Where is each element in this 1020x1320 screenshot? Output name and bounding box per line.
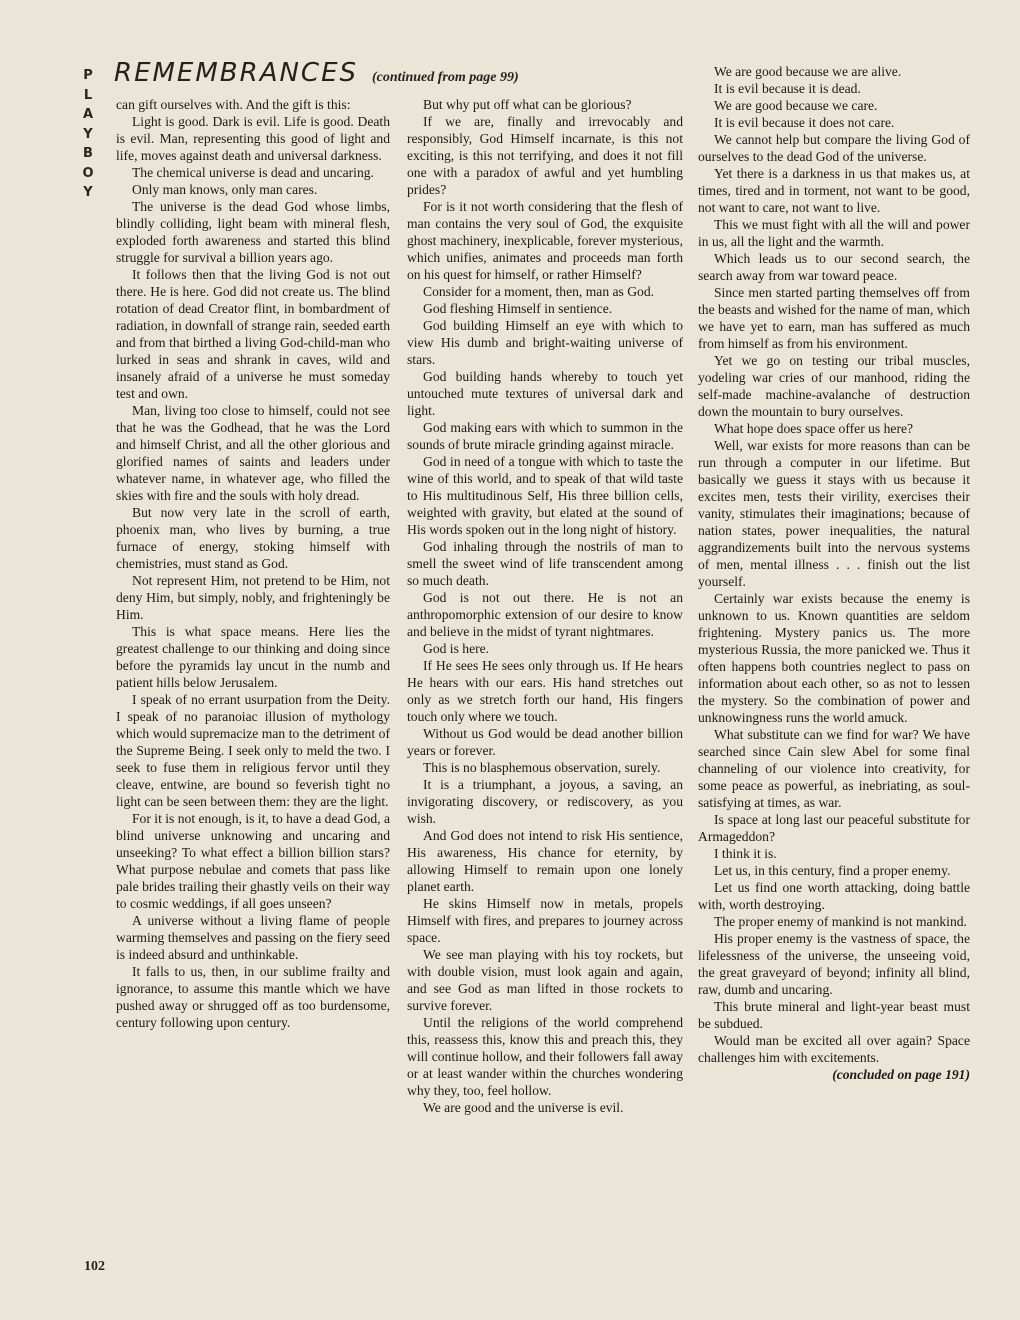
paragraph: I speak of no errant usurpation from the Deity. I speak of no paranoiac illusion of mythology which would supremacize man to the detriment of the Supreme Being. I seek only to meld the two. I seek to fuse them in religious fervor until they cleave, entwine, are bound so feverish tight no light can be seen between them: they are the light. — [116, 692, 390, 809]
spine-letter: Y — [83, 185, 93, 200]
paragraph: It falls to us, then, in our sublime frailty and ignorance, to assume this mantle which we have pushed away or shrugged off as too burdensome, century following upon century. — [116, 964, 390, 1030]
spine-magazine-name — [80, 66, 96, 203]
paragraph: God building hands whereby to touch yet untouched mute textures of universal dark and light. — [407, 369, 683, 418]
paragraph: Well, war exists for more reasons than can be run through a computer in our lifetime. But basically we guess it stays with us because it excites men, tests their virility, exercises their vanity, stimulates their imaginations; because of nation states, power inequalities, the natural aggrandizements built into the nervous systems of men, mental illness . . . finish out the list yourself. — [698, 438, 970, 589]
paragraph: Is space at long last our peaceful substitute for Armageddon? — [698, 812, 970, 844]
paragraph: If we are, finally and irrevocably and responsibly, God Himself incarnate, is this not exciting, is this not terrifying, and does it not fill one with a paradox of awful and yet humbling prides? — [407, 114, 683, 197]
paragraph: God is here. — [423, 641, 490, 656]
paragraph: Consider for a moment, then, man as God. — [423, 284, 655, 299]
paragraph: The proper enemy of mankind is not mankind. — [714, 914, 967, 929]
paragraph: He skins Himself now in metals, propels Himself with fires, and prepares to journey across space. — [407, 896, 683, 945]
spine-letter: L — [83, 87, 93, 103]
paragraph: It is evil because it is dead. — [714, 81, 861, 96]
paragraph: can gift ourselves with. And the gift is this: — [116, 97, 351, 112]
paragraph: This is what space means. Here lies the greatest challenge to our thinking and doing since before the pyramids lay uncut in the numb and patient hills below Jerusalem. — [116, 624, 390, 690]
spine-letter: Y — [83, 126, 93, 142]
text-column-3 — [698, 63, 970, 1083]
paragraph: Would man be excited all over again? Space challenges him with excitements. — [698, 1033, 970, 1065]
paragraph: Certainly war exists because the enemy is unknown to us. Known quantities are seldom frightening. Mystery panics us. The more mysterious Russia, the more panicked we. Thus it often happens both countries neglect to pass on information about each other, so as not to lessen the mystery. So the combination of power and unknowingness runs the world amuck. — [698, 591, 970, 725]
paragraph: God is not out there. He is not an anthropomorphic extension of our desire to know and believe in the midst of tyrant nightmares. — [407, 590, 683, 639]
paragraph: We are good and the universe is evil. — [423, 1100, 624, 1115]
paragraph: God fleshing Himself in sentience. — [423, 301, 613, 316]
paragraph: Only man knows, only man cares. — [132, 182, 318, 197]
paragraph: We cannot help but compare the living God of ourselves to the dead God of the universe. — [698, 132, 970, 164]
paragraph: But now very late in the scroll of earth, phoenix man, who lives by burning, a true furnace of energy, stoking himself with chemistries, must stand as God. — [116, 505, 390, 571]
paragraph: We are good because we are alive. — [714, 64, 902, 79]
paragraph: Yet we go on testing our tribal muscles, yodeling war cries of our manhood, riding the self-made machine-avalanche of destruction down the mountain to bury ourselves. — [698, 353, 970, 419]
page-number: 102 — [84, 1259, 105, 1274]
paragraph: I think it is. — [714, 846, 777, 861]
paragraph: What hope does space offer us here? — [714, 421, 914, 436]
text-column-1 — [116, 96, 390, 1031]
paragraph: It follows then that the living God is not out there. He is here. God did not create us. The blind rotation of dead Creator flint, in bombardment of radiation, in downfall of strange rain, seeded earth and from that birthed a living God-child-man who lurked in seas and shrank in caves, wild and insanely afraid of a universe he must someday test and own. — [116, 267, 390, 401]
paragraph: If He sees He sees only through us. If He hears He hears with our ears. His hand stretches out only as we stretch forth our hand, His fingers touch only where we touch. — [407, 658, 683, 724]
spine-letter: B — [83, 146, 93, 161]
paragraph: Light is good. Dark is evil. Life is good. Death is evil. Man, representing this good of light and life, moves against death and universal darkness. — [116, 114, 390, 163]
paragraph: A universe without a living flame of people warming themselves and passing on the fiery seed is indeed absurd and unthinkable. — [116, 913, 390, 962]
paragraph: The universe is the dead God whose limbs, blindly colliding, light beam with mineral flesh, exploded forth awareness and started this blind struggle for survival a billion years ago. — [116, 199, 390, 265]
paragraph: It is a triumphant, a joyous, a saving, an invigorating discovery, or rediscovery, as you wish. — [407, 777, 683, 826]
paragraph: Let us, in this century, find a proper enemy. — [714, 863, 951, 878]
paragraph: And God does not intend to risk His sentience, His awareness, His chance for eternity, by allowing Himself to remain upon one lonely planet earth. — [407, 828, 683, 894]
text-column-2 — [407, 96, 683, 1116]
concluded-note: (concluded on page 191) — [832, 1067, 970, 1082]
paragraph: For is it not worth considering that the flesh of man contains the very soul of God, the exquisite ghost machinery, inexplicable, forever mysterious, which unifies, animates and proceeds man forth on his quest for himself, or rather Himself? — [407, 199, 683, 282]
paragraph: Which leads us to our second search, the search away from war toward peace. — [698, 251, 970, 283]
paragraph: It is evil because it does not care. — [714, 115, 895, 130]
paragraph: Yet there is a darkness in us that makes us, at times, tired and in torment, not want to be good, not want to care, not want to live. — [698, 166, 970, 215]
paragraph: Until the religions of the world comprehend this, reassess this, know this and preach this, they will continue hollow, and their followers fall away or at least wander within the churches wondering why they, too, feel hollow. — [407, 1015, 683, 1098]
article-title: REMEMBRANCES — [114, 58, 359, 88]
paragraph: God in need of a tongue with which to taste the wine of this world, and to speak of that wild taste to His multitudinous Self, His three billion cells, weighted with gravity, but elated at the sound of His words spoken out in the long night of history. — [407, 454, 683, 537]
paragraph: This is no blasphemous observation, surely. — [423, 760, 661, 775]
paragraph: Not represent Him, not pretend to be Him, not deny Him, but simply, nobly, and frighteningly be Him. — [116, 573, 390, 622]
paragraph: We see man playing with his toy rockets, but with double vision, must look again and again, and see God as man lifted in those rockets to survive forever. — [407, 947, 683, 1013]
spine-letter: P — [83, 68, 93, 83]
paragraph: What substitute can we find for war? We have searched since Cain slew Abel for some final channeling of our violence into creativity, for some peace as powerful, as inebriating, as soul-satisfying at times, as war. — [698, 727, 970, 810]
continued-note: (continued from page 99) — [372, 70, 519, 85]
paragraph: The chemical universe is dead and uncaring. — [132, 165, 374, 180]
paragraph: God making ears with which to summon in the sounds of brute miracle grinding against miracle. — [407, 420, 683, 452]
paragraph: God inhaling through the nostrils of man to smell the sweet wind of life transcendent among so much death. — [407, 539, 683, 588]
paragraph: Let us find one worth attacking, doing battle with, worth destroying. — [698, 880, 970, 912]
paragraph: This we must fight with all the will and power in us, all the light and the warmth. — [698, 217, 970, 249]
paragraph: Without us God would be dead another billion years or forever. — [407, 726, 683, 758]
paragraph: This brute mineral and light-year beast must be subdued. — [698, 999, 970, 1031]
spine-letter: A — [82, 107, 94, 122]
paragraph: His proper enemy is the vastness of space, the lifelessness of the universe, the unseeing void, the great graveyard of beyond; infinity all blind, raw, dumb and uncaring. — [698, 931, 970, 997]
paragraph: We are good because we care. — [714, 98, 878, 113]
paragraph: God building Himself an eye with which to view His dumb and bright-waiting universe of stars. — [407, 318, 683, 367]
spine-letter: O — [82, 165, 94, 181]
paragraph: Since men started parting themselves off from the beasts and wished for the name of man, which we have yet to earn, man has suffered as much from himself as from his environment. — [698, 285, 970, 351]
paragraph: For it is not enough, is it, to have a dead God, a blind universe unknowing and uncaring and unseeking? To what effect a billion billion stars? What purpose nebulae and comets that pass like pale brides trailing their ghastly veils on their way to cosmic weddings, if all goes unseen? — [116, 811, 390, 911]
paragraph: But why put off what can be glorious? — [423, 97, 632, 112]
paragraph: Man, living too close to himself, could not see that he was the Godhead, that he was the Lord and himself Christ, and all the other glorious and glorified names of saints and leaders under whatever name, in whatever age, who filled the skies with fire and the souls with holy dread. — [116, 403, 390, 503]
article-header — [114, 58, 519, 88]
